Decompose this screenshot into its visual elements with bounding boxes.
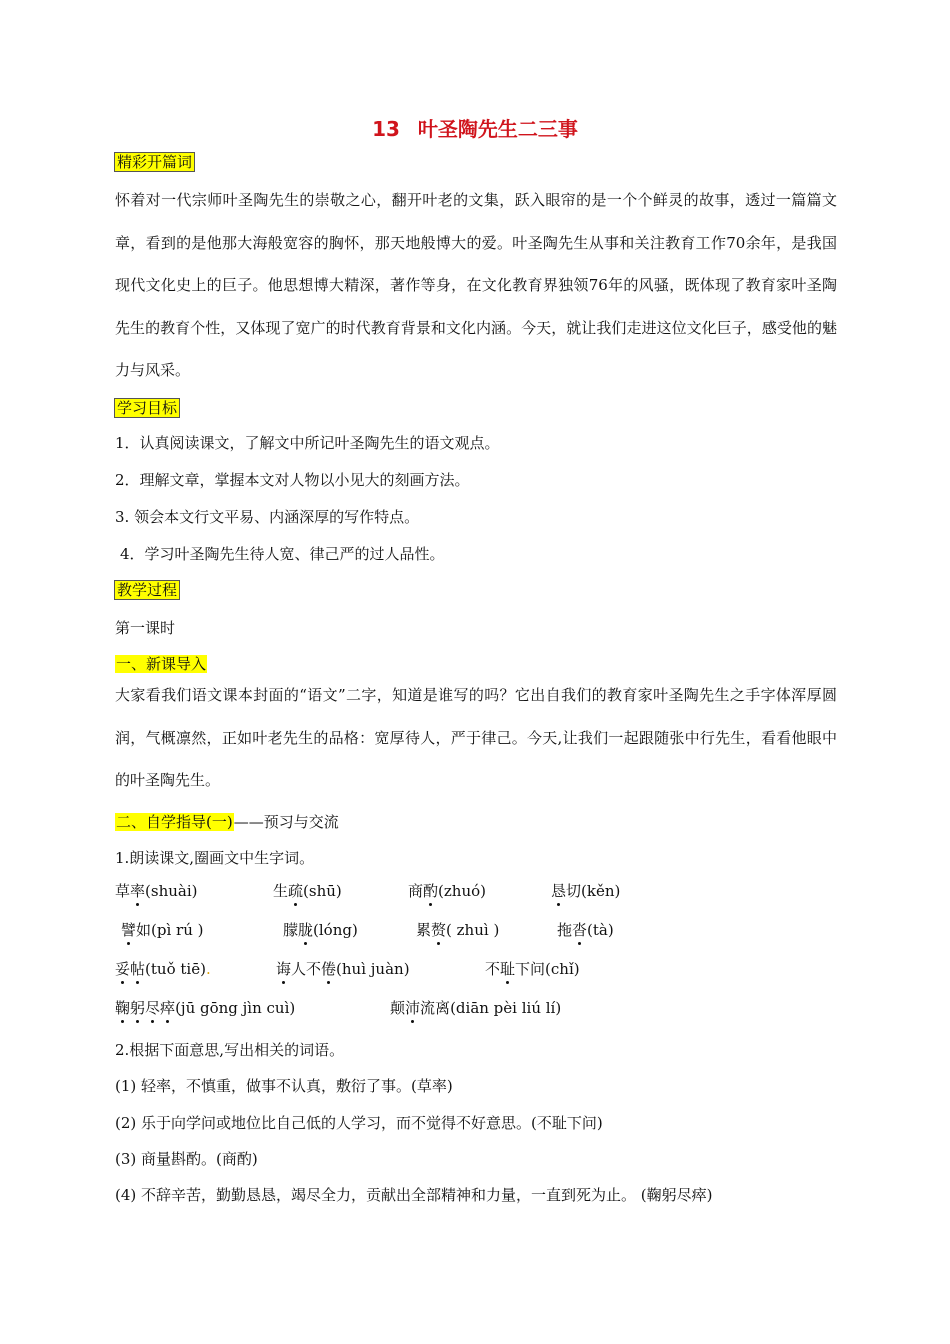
vocab-item: 生疏(shū) <box>273 882 342 900</box>
vocab-item: 累赘( zhuì ) <box>416 921 500 939</box>
vocab-item: 恳切(kěn) <box>551 882 621 900</box>
intro-paragraph: 大家看我们语文课本封面的“语文”二字，知道是谁写的吗？它出自我们的教育家叶圣陶先生之手字体浑厚圆润，气概凛然，正如叶老先生的品格：宽厚待人，严于律己。今天,让我们一起跟随张中行先生，看看他眼中的叶圣陶先生。 <box>115 686 837 789</box>
task-2: 2.根据下面意思,写出相关的词语。 <box>115 1041 345 1059</box>
vocab-item: 诲人不倦(huì juàn) <box>276 960 410 978</box>
goal-item-2: 2．理解文章，掌握本文对人物以小见大的刻画方法。 <box>115 471 470 489</box>
goal-item-3: 3. 领会本文行文平易、内涵深厚的写作特点。 <box>115 508 420 526</box>
page-title: 13 叶圣陶先生二三事 <box>372 117 578 141</box>
meaning-item-1: (1) 轻率，不慎重，做事不认真，敷衍了事。(草率) <box>115 1077 453 1095</box>
goal-item-1: 1．认真阅读课文，了解文中所记叶圣陶先生的语文观点。 <box>115 434 500 452</box>
task-1: 1.朗读课文,圈画文中生字词。 <box>115 849 315 867</box>
vocab-item: 草率(shuài) <box>115 882 198 900</box>
section-heading-process: 教学过程 <box>117 581 178 599</box>
vocab-item: 譬如(pì rú ) <box>121 921 204 939</box>
vocab-item: 不耻下问(chǐ) <box>485 960 580 978</box>
vocab-item: 商酌(zhuó) <box>408 882 486 900</box>
section-heading-opening: 精彩开篇词 <box>117 153 193 171</box>
self-study-heading: 二、自学指导(一)——预习与交流 <box>116 813 339 831</box>
vocab-item: 鞠躬尽瘁(jū gōng jìn cuì) <box>115 999 296 1017</box>
goal-item-4: 4．学习叶圣陶先生待人宽、律己严的过人品性。 <box>120 545 445 563</box>
intro-heading: 一、新课导入 <box>116 655 207 673</box>
meaning-item-4: (4) 不辞辛苦，勤勤恳恳，竭尽全力，贡献出全部精神和力量，一直到死为止。 (鞠躬尽瘁) <box>115 1186 713 1204</box>
meaning-item-3: (3) 商量斟酌。(商酌) <box>115 1150 258 1168</box>
opening-paragraph: 怀着对一代宗师叶圣陶先生的崇敬之心，翻开叶老的文集，跃入眼帘的是一个个鲜灵的故事，透过一篇篇文章，看到的是他那大海般宽容的胸怀，那天地般博大的爱。叶圣陶先生从事和关注教育工作70余年，是我国现代文化史上的巨子。他思想博大精深，著作等身，在文化教育界独领76年的风骚，既体现了教育家叶圣陶先生的教育个性，又体现了宽广的时代教育背景和文化内涵。今天，就让我们走进这位文化巨子，感受他的魅力与风采。 <box>115 191 837 379</box>
lesson-label: 第一课时 <box>115 619 176 637</box>
vocab-item: 颠沛流离(diān pèi liú lí) <box>390 999 562 1017</box>
vocab-item: 妥帖(tuǒ tiē). <box>115 960 211 978</box>
vocab-item: 朦胧(lóng) <box>283 921 358 939</box>
meaning-item-2: (2) 乐于向学问或地位比自己低的人学习，而不觉得不好意思。(不耻下问) <box>115 1114 603 1132</box>
vocab-item: 拖沓(tà) <box>557 921 614 939</box>
section-heading-goals: 学习目标 <box>117 399 178 417</box>
